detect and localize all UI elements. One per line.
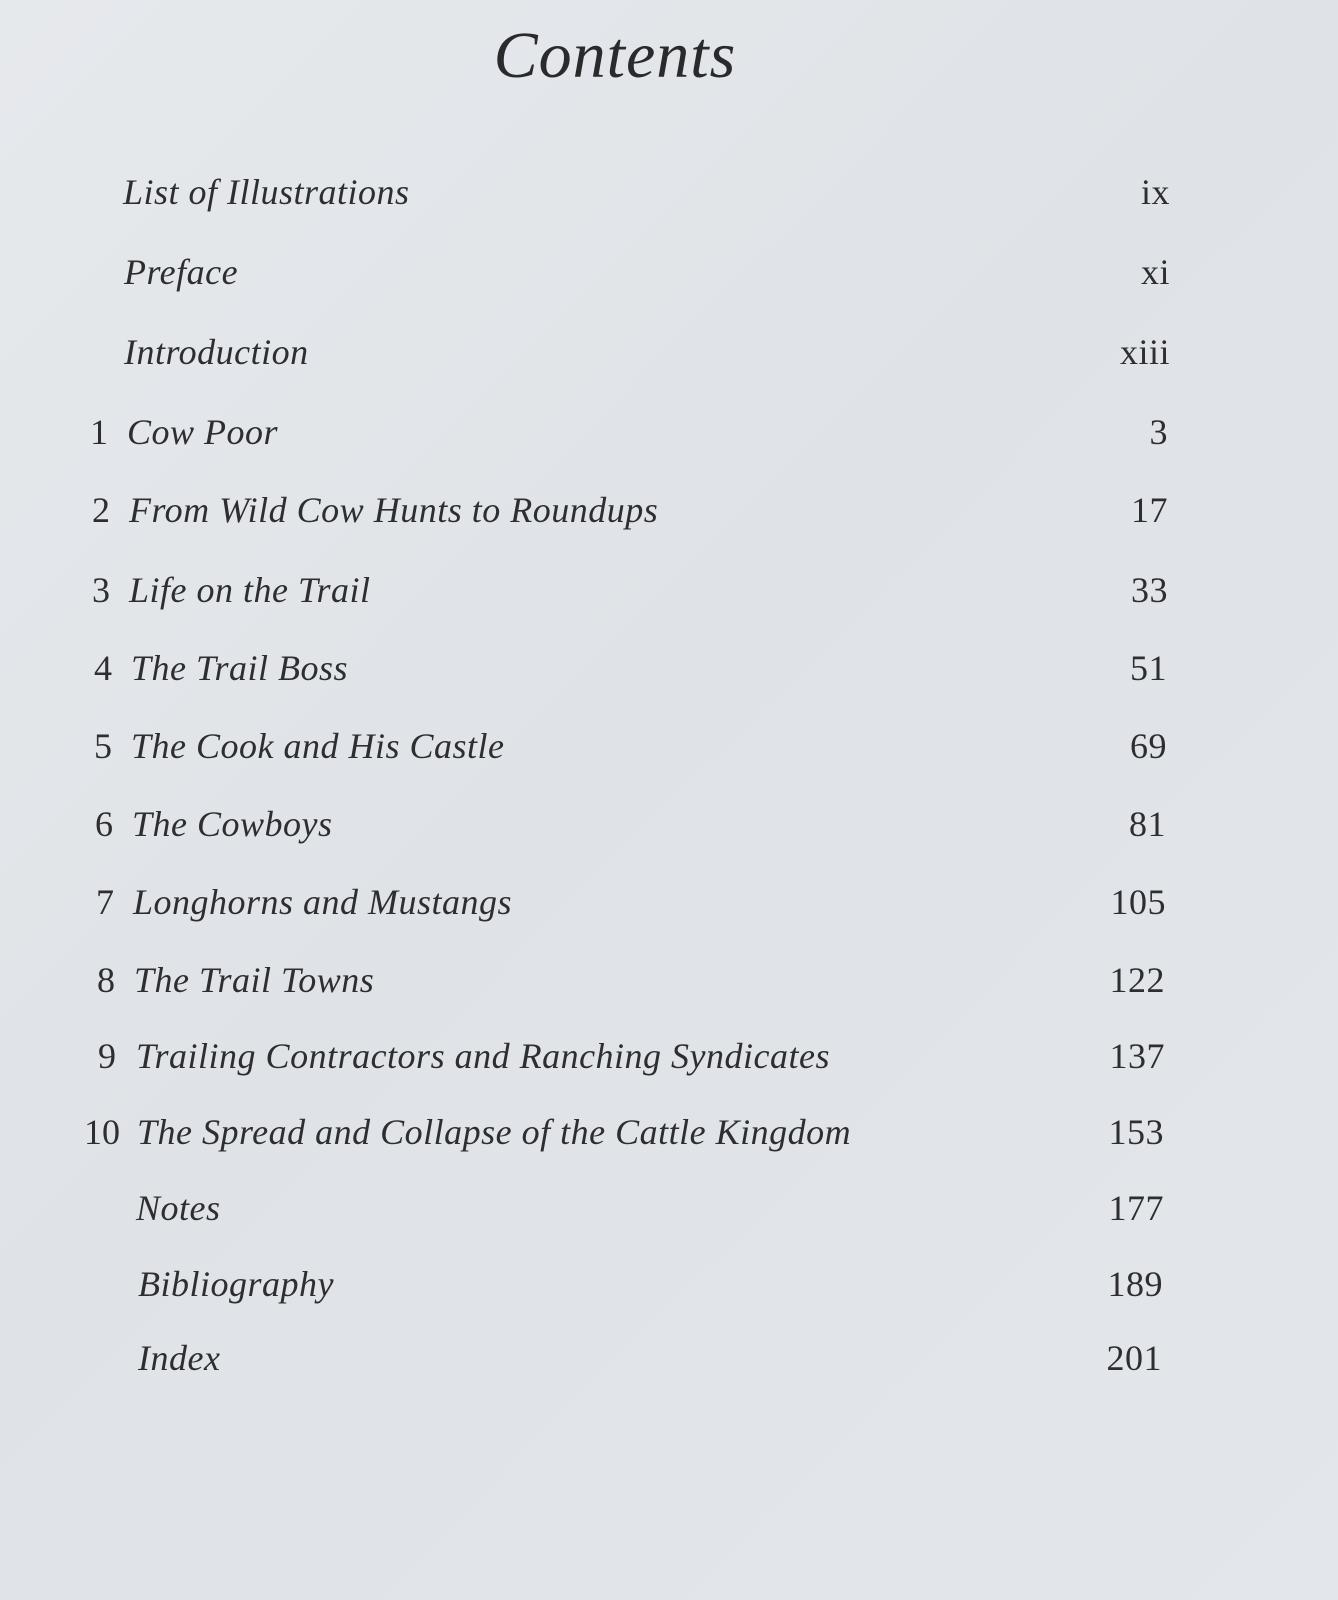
toc-entry [0, 322, 1338, 382]
chapter-number: 3 [92, 570, 110, 610]
toc-entry [0, 560, 1338, 620]
page-number: 105 [1110, 882, 1166, 922]
page-title: Contents [493, 19, 737, 92]
page-number: 51 [1130, 648, 1167, 688]
chapter-title: The Trail Towns [134, 960, 375, 1000]
page-number: 153 [1108, 1112, 1164, 1152]
chapter-number: 6 [95, 804, 113, 844]
page-number: 69 [1130, 726, 1167, 766]
page-number: ix [1140, 172, 1170, 212]
toc-entry [0, 480, 1338, 540]
chapter-number: 2 [92, 490, 110, 530]
toc-entry [0, 638, 1338, 698]
toc-entry [0, 950, 1338, 1010]
chapter-title: Trailing Contractors and Ranching Syndicates [136, 1036, 830, 1076]
chapter-title: Index [138, 1338, 221, 1378]
chapter-title: Cow Poor [127, 412, 279, 452]
toc-entry [0, 162, 1338, 222]
toc-entry [0, 872, 1338, 932]
chapter-title: The Cowboys [132, 804, 333, 844]
page-number: 33 [1131, 570, 1168, 610]
chapter-number: 8 [97, 960, 115, 1000]
chapter-number: 5 [94, 726, 112, 766]
chapter-title: List of Illustrations [123, 172, 410, 212]
toc-entry [0, 1102, 1338, 1162]
toc-entry [0, 1178, 1338, 1238]
chapter-title: Bibliography [138, 1264, 334, 1304]
chapter-number: 4 [94, 648, 112, 688]
toc-entry [0, 716, 1338, 776]
chapter-number: 10 [84, 1112, 120, 1152]
page-number: 122 [1109, 960, 1165, 1000]
chapter-title: The Spread and Collapse of the Cattle Kingdom [137, 1112, 852, 1152]
chapter-title: The Trail Boss [131, 648, 349, 688]
page-number: 201 [1106, 1338, 1162, 1378]
page-number: 189 [1107, 1264, 1163, 1304]
toc-entry [0, 1026, 1338, 1086]
page-number: 3 [1149, 412, 1168, 452]
page-number: 17 [1131, 490, 1168, 530]
chapter-title: From Wild Cow Hunts to Roundups [129, 490, 659, 530]
toc-entry [0, 1328, 1338, 1388]
chapter-title: Life on the Trail [129, 570, 371, 610]
chapter-number: 7 [96, 882, 114, 922]
page-number: xiii [1119, 332, 1170, 372]
page-number: 81 [1129, 804, 1166, 844]
chapter-title: Preface [124, 252, 239, 292]
toc-entry [0, 402, 1338, 462]
page-number: xi [1140, 252, 1170, 292]
toc-entry [0, 1254, 1338, 1314]
toc-entry [0, 794, 1338, 854]
chapter-title: Longhorns and Mustangs [133, 882, 513, 922]
chapter-title: The Cook and His Castle [131, 726, 505, 766]
chapter-number: 1 [90, 412, 108, 452]
page-number: 177 [1108, 1188, 1164, 1228]
chapter-title: Introduction [124, 332, 309, 372]
toc-entry [0, 242, 1338, 302]
chapter-title: Notes [136, 1188, 221, 1228]
page-number: 137 [1109, 1036, 1165, 1076]
chapter-number: 9 [98, 1036, 116, 1076]
